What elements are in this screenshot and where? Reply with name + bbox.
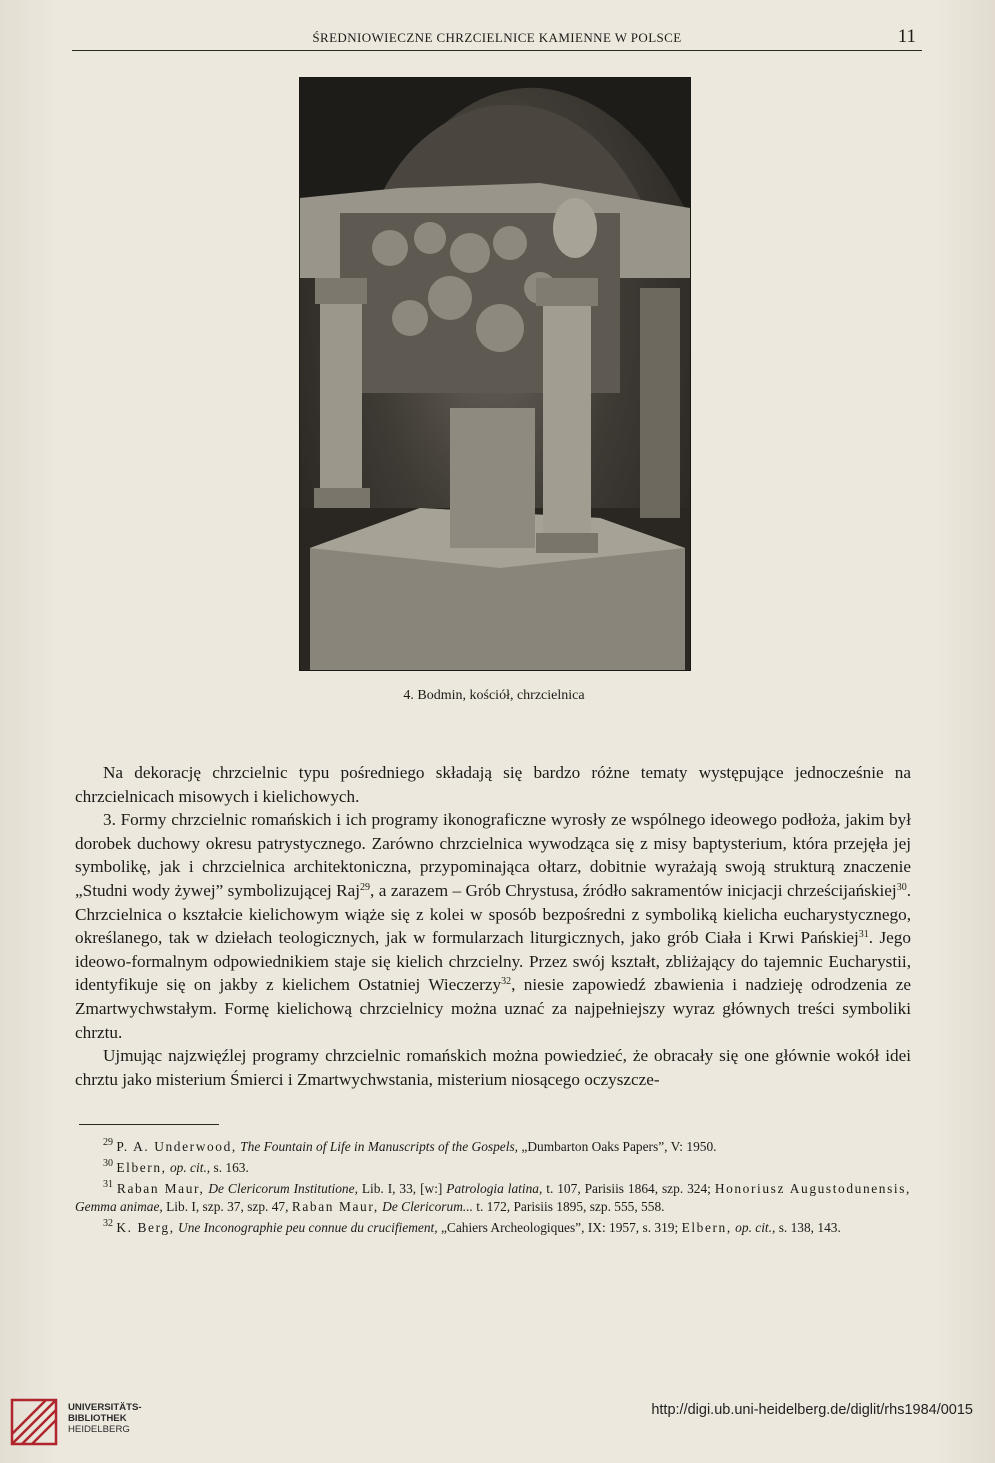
running-title: ŚREDNIOWIECZNE CHRZCIELNICE KAMIENNE W POLSCE <box>312 30 682 45</box>
page-number: 11 <box>897 26 916 47</box>
paragraph-2: 3. Formy chrzcielnic romańskich i ich programy ikonograficzne wyrosły ze wspólnego ideowego podłoża, jakim był dorobek duchowy okresu patrystycznego. Zarówno chrzcielnica wywodząca się z misy baptysterium, która przejęła jej symbolikę, jak i chrzcielnica architektoniczna, przypominająca ołtarz, dobitnie wyrażają swoją strukturą znaczenie „Studni wody żywej” symbolizującej Raj$^{29}$, a zarazem – Grób Chrystusa, źródło sakramentów inicjacji chrześcijańskiej$^{30}$. Chrzcielnica o kształcie kielichowym wiąże się z kolei w sposób bezpośredni z symboliką kielicha eucharystycznego, określanego, tak w dziełach teologicznych, jak w formularzach liturgicznych, jako grób Ciała i Krwi Pańskiej$^{31}$. Jego ideowo-formalnym odpowiednikiem staje się kielich chrzcielny. Przez swój kształt, zbliżający do tajemnic Eucharystii, identyfikuje się on jakby z kielichem Ostatniej Wieczerzy$^{32}$, niesie zapowiedź zbawienia i nadzieję odrodzenia ze Zmartwychwstałym. Formę kielichową chrzcielnicy można uznać za najpełniejszy wyraz głównych treści symboliki chrztu. <box>75 810 912 1042</box>
column-right-base <box>536 533 598 553</box>
central-stem <box>450 408 535 548</box>
footnote-ref-29[interactable]: 29 <box>360 881 371 893</box>
column-left-capital <box>315 278 367 304</box>
source-url-link[interactable]: http://digi.ub.uni-heidelberg.de/diglit/rhs1984/0015 <box>651 1402 973 1418</box>
column-right-capital <box>536 278 598 306</box>
library-name: UNIVERSITÄTS- BIBLIOTHEK HEIDELBERG <box>68 1402 142 1435</box>
baptismal-font-photo <box>299 77 691 671</box>
running-head <box>72 22 922 51</box>
column-left-base <box>314 488 370 508</box>
photo-drawing <box>300 78 690 670</box>
column-far-right <box>640 288 680 518</box>
library-logo[interactable] <box>10 1398 160 1446</box>
paragraph-3: Ujmując najzwięźlej programy chrzcielnic romańskich można powiedzieć, że obracały się one głównie wokół idei chrztu jako misterium Śmierci i Zmartwychwstania, misterium niosącego oczyszcze- <box>75 1046 911 1089</box>
footnote-ref-30[interactable]: 30 <box>896 881 907 893</box>
footnote-32: $^{32}$ K. Berg, Une Inconographie peu connue du crucifiement, „Cahiers Archeologiques”, IX: 1957, s. 319; Elbern, op. cit., s. 138, 143. <box>103 1218 841 1236</box>
footnote-29: $^{29}$ P. A. Underwood, The Fountain of Life in Manuscripts of the Gospels, „Dumbarton Oaks Papers”, V: 1950. <box>103 1137 717 1154</box>
figure-caption: 4. Bodmin, kościół, chrzcielnica <box>403 688 585 703</box>
main-text <box>75 761 911 1091</box>
column-right <box>543 298 591 543</box>
footnote-rule <box>79 1124 219 1125</box>
footnote-ref-32[interactable]: 32 <box>501 976 512 988</box>
carved-head <box>553 198 597 258</box>
footnote-ref-31[interactable]: 31 <box>858 929 869 941</box>
column-left <box>320 298 362 498</box>
footnote-31: $^{31}$ Raban Maur, De Clericorum Institutione, Lib. I, 33, [w:] Patrologia latina, t. 107, Parisiis 1864, szp. 324; Honoriusz Augustodunensis, Gemma animae, Lib. I, szp. 37, szp. 47, Raban Maur, De Clericorum... t. 172, Parisiis 1895, szp. 555, 558. <box>75 1178 911 1215</box>
footnotes <box>75 1138 911 1240</box>
paragraph-1: Na dekorację chrzcielnic typu pośredniego składają się bardzo różne tematy występujące jednocześnie na chrzcielnicach misowych i kielichowych. <box>75 763 911 806</box>
library-emblem-icon <box>10 1398 60 1446</box>
footnote-30: $^{30}$ Elbern, op. cit., s. 163. <box>103 1157 249 1175</box>
